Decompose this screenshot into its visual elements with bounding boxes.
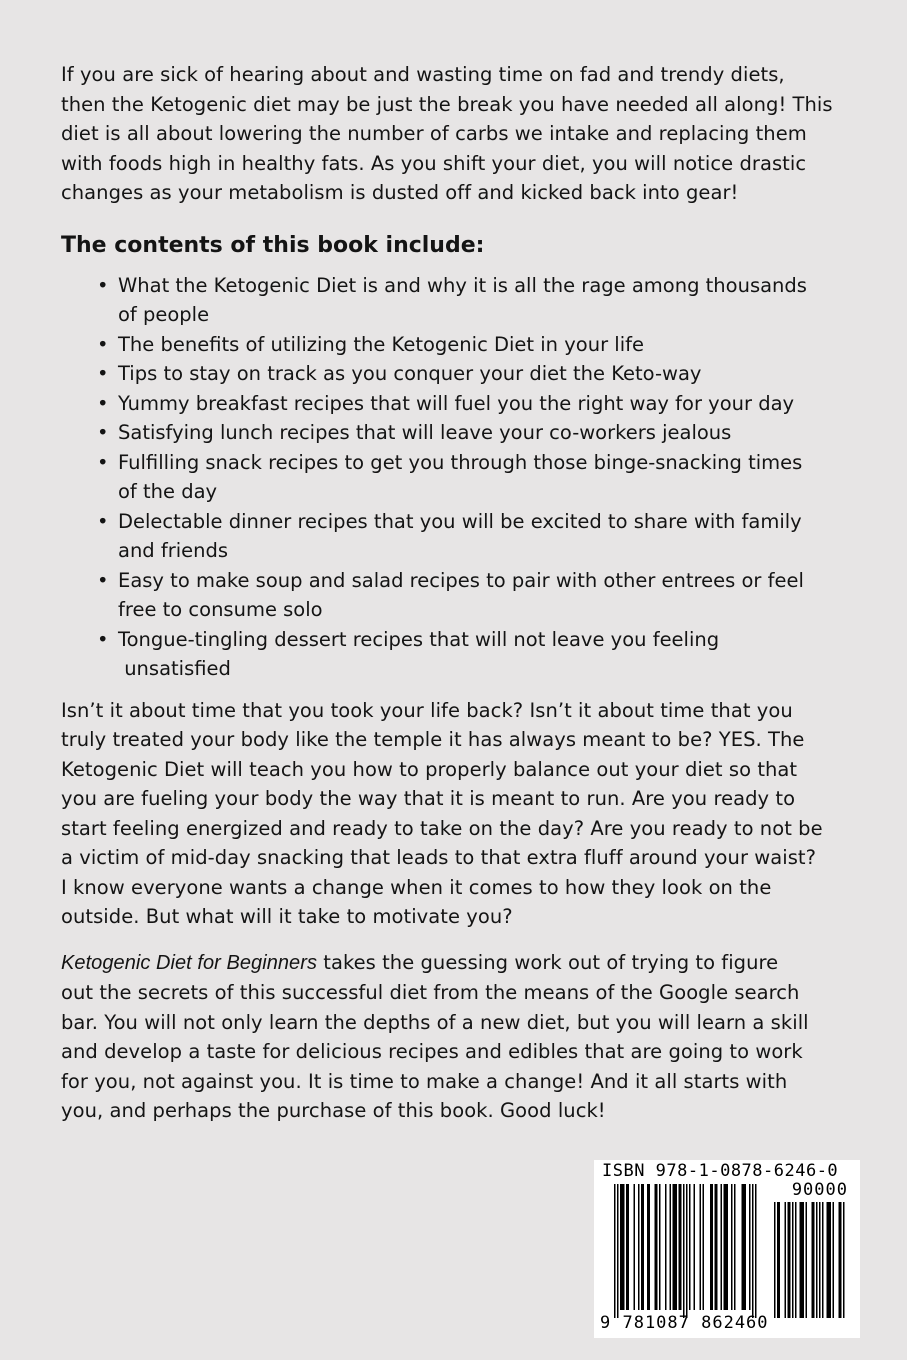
barcode-bar xyxy=(689,1184,691,1310)
barcode-bar xyxy=(795,1202,797,1318)
list-item-line: Satisfying lunch recipes that will leave your co-workers jealous xyxy=(118,421,732,444)
barcode-bar xyxy=(673,1184,678,1310)
back-cover-text xyxy=(61,60,851,1126)
barcode-bar xyxy=(755,1184,757,1318)
list-item xyxy=(97,625,851,684)
barcode-bar xyxy=(774,1202,776,1318)
body-line: a victim of mid-day snacking that leads to that extra fluff around your waist? xyxy=(61,846,817,869)
list-item-line: of the day xyxy=(118,480,218,503)
barcode-bar xyxy=(742,1184,747,1310)
list-item xyxy=(97,271,851,330)
bullet-icon: • xyxy=(97,421,109,444)
closing-paragraph xyxy=(61,948,851,1126)
list-item-line: Yummy breakfast recipes that will fuel you the right way for your day xyxy=(118,391,795,415)
barcode-bar xyxy=(734,1184,736,1310)
list-item xyxy=(97,566,851,625)
barcode-bar xyxy=(812,1202,815,1318)
list-item-line: unsatisfied xyxy=(118,657,231,680)
list-item xyxy=(97,507,851,566)
closing-line: out the secrets of this successful diet from the means of the Google search xyxy=(61,981,800,1004)
list-item xyxy=(97,359,851,389)
body-line: Ketogenic Diet will teach you how to properly balance out your diet so that xyxy=(61,757,798,781)
list-item-line: The benefits of utilizing the Ketogenic Diet in your life xyxy=(118,332,644,356)
barcode-bar xyxy=(839,1202,842,1318)
list-item-line: Tongue-tingling dessert recipes that will not leave you feeling xyxy=(118,627,720,651)
barcode-bar xyxy=(620,1184,625,1310)
bullet-icon: • xyxy=(97,391,109,415)
barcode-bar xyxy=(777,1202,780,1318)
barcode-bar xyxy=(638,1184,640,1310)
list-item-line: Easy to make soup and salad recipes to pair with other entrees or feel xyxy=(118,568,804,592)
book-title: Ketogenic Diet for Beginners xyxy=(61,951,317,974)
bullet-icon: • xyxy=(97,450,109,474)
barcode-bar xyxy=(703,1184,705,1310)
barcode-bar xyxy=(617,1184,619,1318)
barcode-bar xyxy=(785,1202,787,1318)
barcode-bar xyxy=(800,1202,805,1318)
body-line: you are fueling your body the way that it is meant to run. Are you ready to xyxy=(61,787,796,810)
closing-line: bar. You will not only learn the depths of a new diet, but you will learn a skill xyxy=(61,1010,809,1034)
intro-line: diet is all about lowering the number of carbs we intake and replacing them xyxy=(61,122,807,145)
barcode-bar xyxy=(647,1184,650,1310)
barcode-bar xyxy=(806,1202,808,1318)
barcode-bar xyxy=(819,1202,821,1318)
intro-paragraph xyxy=(61,60,851,208)
contents-heading: The contents of this book include: xyxy=(61,232,485,258)
barcode-bar xyxy=(822,1202,824,1318)
barcode-bar xyxy=(721,1184,723,1310)
closing-first-line xyxy=(61,948,851,979)
bullet-icon: • xyxy=(97,627,109,651)
body-line: truly treated your body like the temple it has always meant to be? YES. The xyxy=(61,728,805,751)
bullet-icon: • xyxy=(97,568,109,592)
bullet-icon: • xyxy=(97,273,109,297)
barcode-bar xyxy=(816,1202,818,1318)
list-item-line: Delectable dinner recipes that you will be excited to share with family xyxy=(118,509,802,533)
list-item xyxy=(97,389,851,419)
barcode-bar xyxy=(641,1184,644,1310)
list-item xyxy=(97,330,851,360)
bullet-icon: • xyxy=(97,332,109,356)
barcode-bar xyxy=(792,1202,794,1318)
barcode-bar xyxy=(731,1184,733,1310)
barcode-bar xyxy=(827,1202,832,1318)
barcode-bar xyxy=(694,1184,696,1310)
intro-line: then the Ketogenic diet may be just the break you have needed all along! This xyxy=(61,92,833,116)
barcode-bar xyxy=(683,1184,685,1318)
closing-first-line-text: takes the guessing work out of trying to figure xyxy=(317,950,779,974)
list-item xyxy=(97,448,851,507)
barcode-bar xyxy=(843,1202,845,1318)
barcode-digits: 9 781087 862460 xyxy=(600,1313,769,1333)
intro-line: changes as your metabolism is dusted off and kicked back into gear! xyxy=(61,181,739,204)
barcode-bar xyxy=(659,1184,661,1310)
bullet-icon: • xyxy=(97,509,109,533)
barcode-bar xyxy=(833,1202,835,1318)
barcode-bar xyxy=(665,1184,667,1310)
barcode-bar xyxy=(749,1184,751,1310)
barcode-bar xyxy=(686,1184,688,1318)
intro-line: If you are sick of hearing about and wasting time on fad and trendy diets, xyxy=(61,63,785,86)
body-paragraph xyxy=(61,696,851,932)
barcode-bar xyxy=(626,1184,629,1310)
list-item xyxy=(97,418,851,448)
isbn-label: ISBN 978-1-0878-6246-0 xyxy=(602,1161,839,1181)
price-code: 90000 xyxy=(791,1180,848,1200)
barcode-bar xyxy=(752,1184,754,1318)
intro-line: with foods high in healthy fats. As you shift your diet, you will notice drastic xyxy=(61,151,807,175)
barcode-bar xyxy=(715,1184,718,1310)
list-item-line: of people xyxy=(118,303,210,326)
list-item-line: Tips to stay on track as you conquer your diet the Keto-way xyxy=(118,362,702,385)
barcode-bar xyxy=(788,1202,791,1318)
list-item-line: free to consume solo xyxy=(118,598,323,621)
barcode-bar xyxy=(700,1184,702,1310)
contents-list xyxy=(61,271,851,684)
body-line: start feeling energized and ready to take on the day? Are you ready to not be xyxy=(61,816,823,840)
body-line: I know everyone wants a change when it comes to how they look on the xyxy=(61,875,772,899)
list-item-line: What the Ketogenic Diet is and why it is all the rage among thousands xyxy=(118,273,807,297)
body-line: Isn’t it about time that you took your life back? Isn’t it about time that you xyxy=(61,698,793,722)
list-item-line: and friends xyxy=(118,539,229,562)
barcode-bar xyxy=(614,1184,616,1318)
closing-line: for you, not against you. It is time to make a change! And it all starts with xyxy=(61,1069,788,1093)
barcode-bar xyxy=(655,1184,658,1310)
barcode-bar xyxy=(634,1184,636,1310)
barcode-bar xyxy=(710,1184,713,1310)
closing-line: you, and perhaps the purchase of this book. Good luck! xyxy=(61,1099,606,1122)
closing-line: and develop a taste for delicious recipes and edibles that are going to work xyxy=(61,1040,803,1063)
barcode-bar xyxy=(670,1184,672,1310)
isbn-barcode xyxy=(594,1160,860,1338)
barcode-bar xyxy=(724,1184,729,1310)
body-line: outside. But what will it take to motivate you? xyxy=(61,905,513,928)
list-item-line: Fulfilling snack recipes to get you through those binge-snacking times xyxy=(118,450,803,474)
barcode-bar xyxy=(679,1184,682,1310)
bullet-icon: • xyxy=(97,362,109,385)
